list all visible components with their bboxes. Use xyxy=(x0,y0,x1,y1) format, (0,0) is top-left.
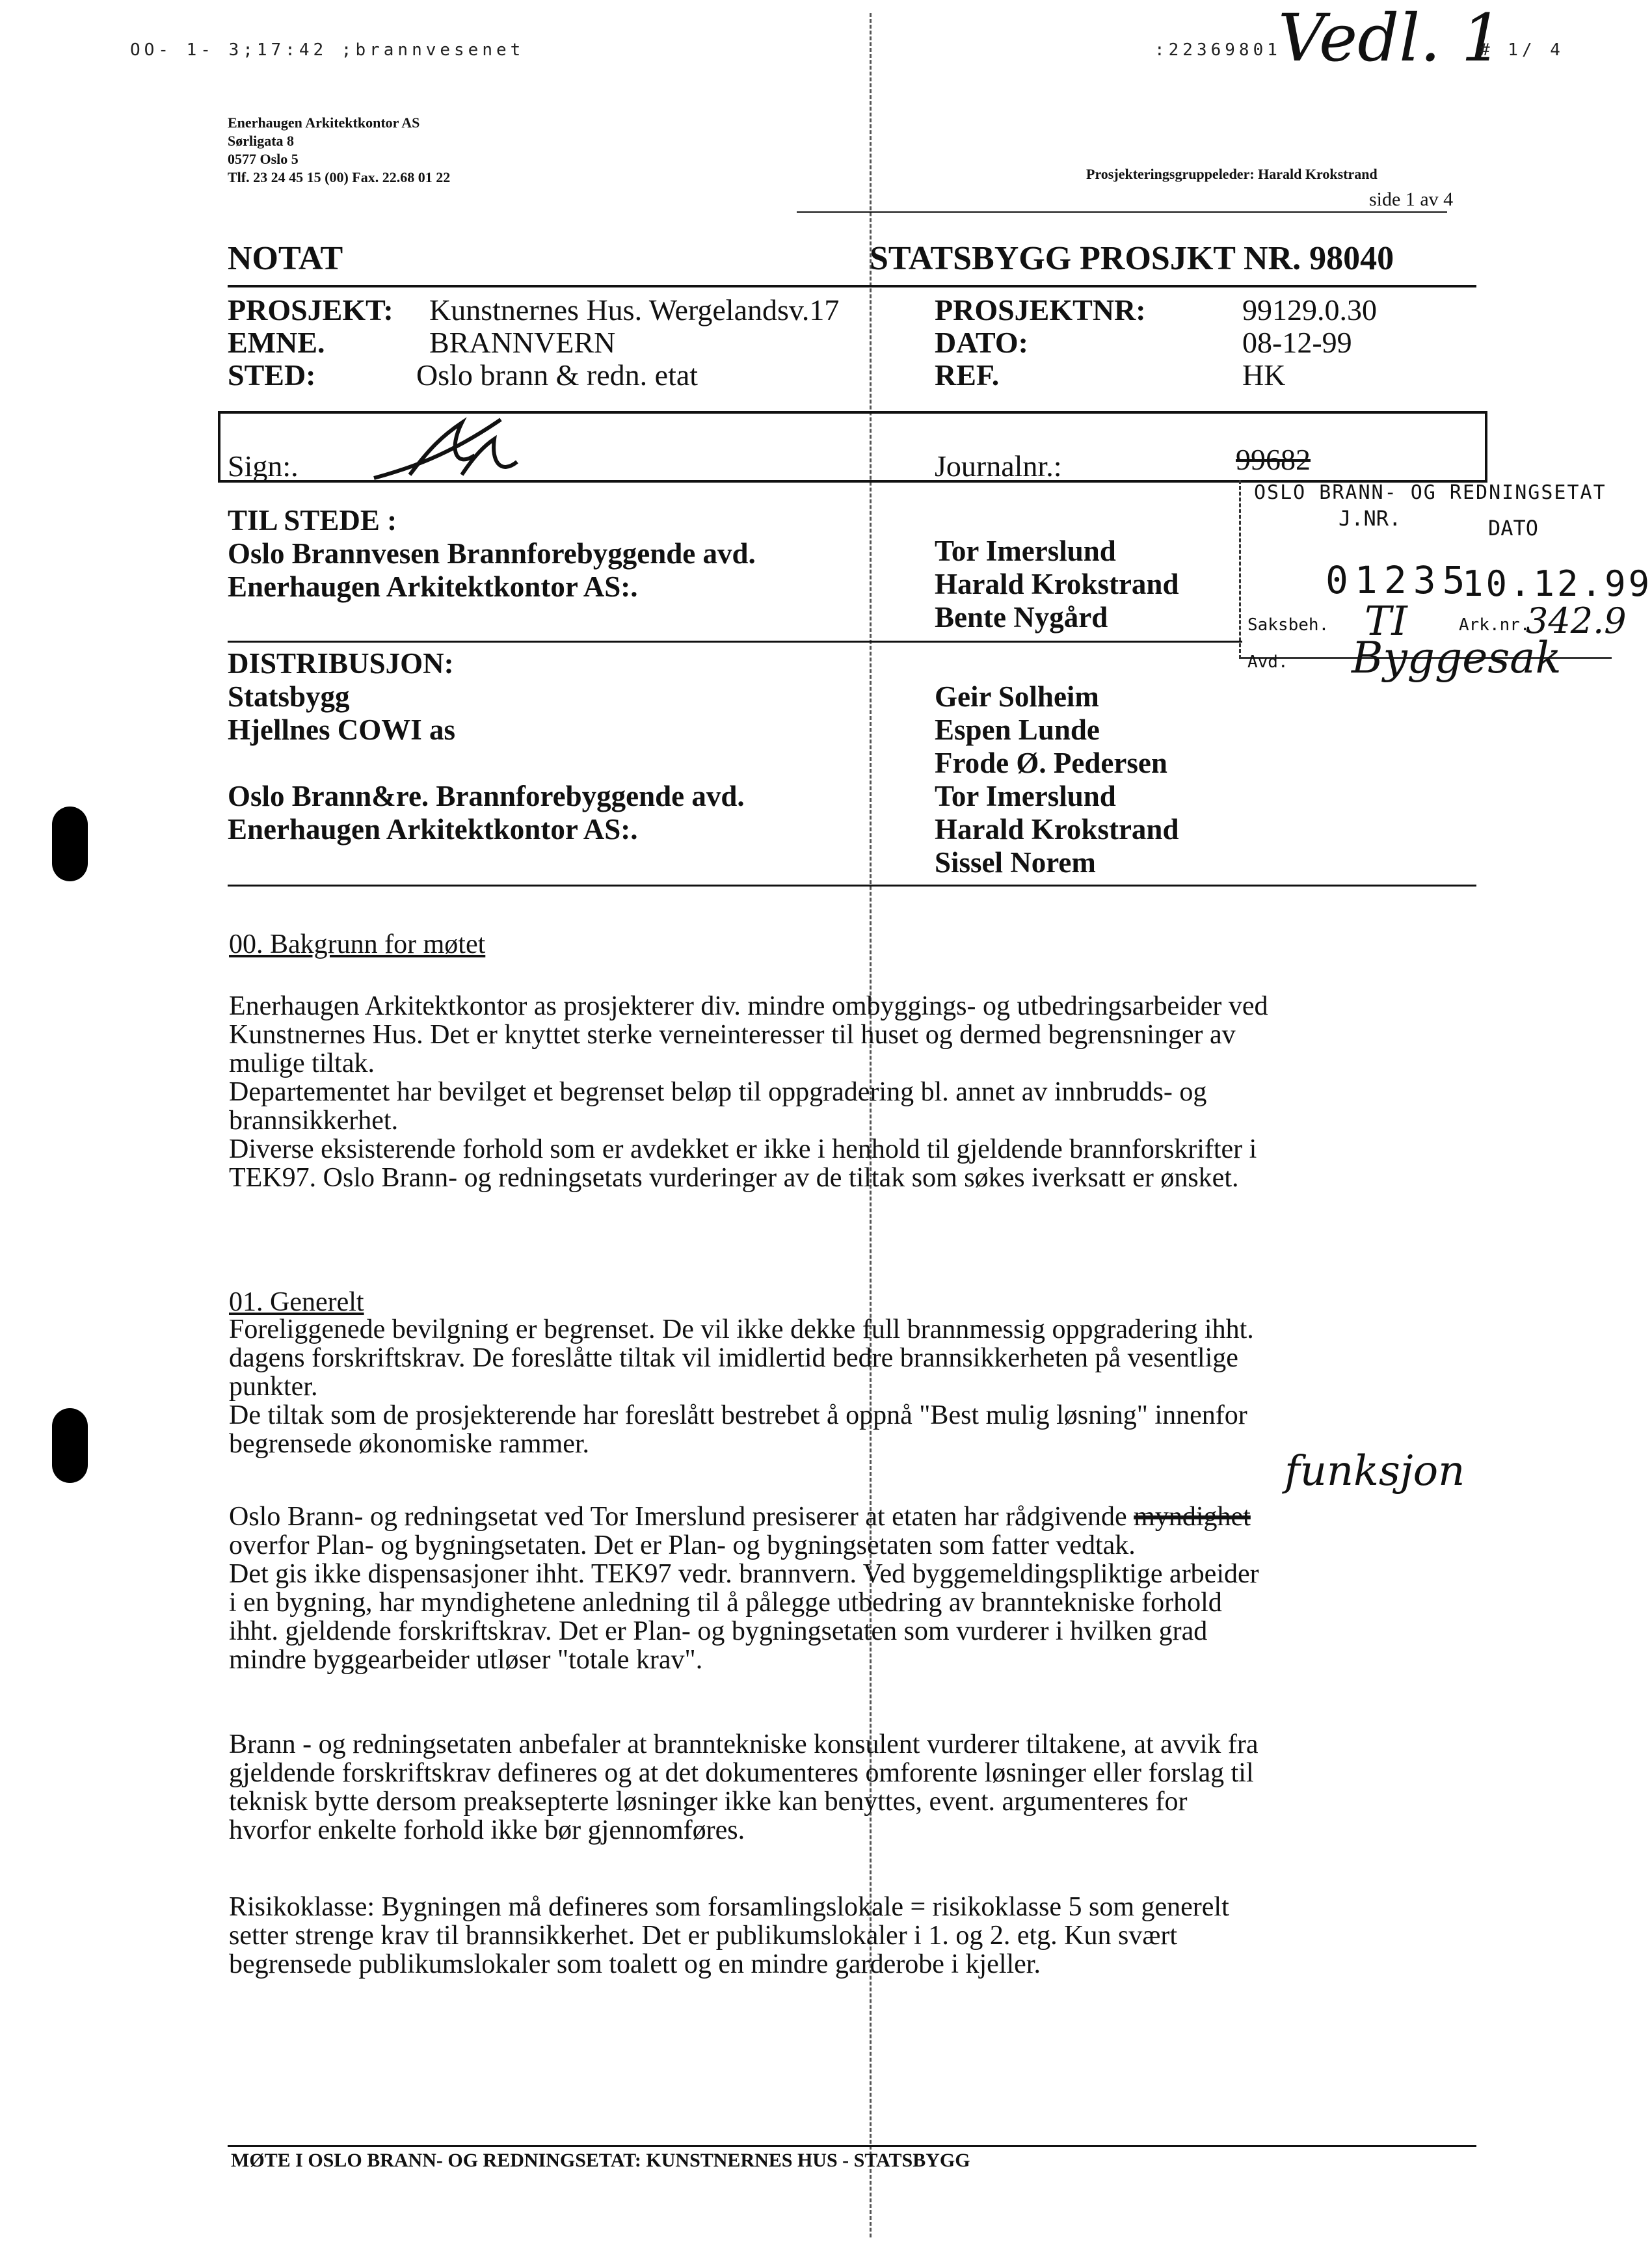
til-stede-org: Oslo Brannvesen Brannforebyggende avd. xyxy=(228,537,756,570)
spacer xyxy=(228,747,745,780)
section-01-body-a xyxy=(229,1315,1465,1458)
distribution-rule xyxy=(228,885,1476,887)
dato-label: DATO: xyxy=(935,326,1028,359)
company-phones: Tlf. 23 24 45 15 (00) Fax. 22.68 01 22 xyxy=(228,169,451,185)
list-item: Sissel Norem xyxy=(935,846,1096,879)
til-stede-title: TIL STEDE : xyxy=(228,504,397,537)
page-info-rule xyxy=(797,211,1447,213)
notat-heading: NOTAT xyxy=(228,240,343,277)
stamp-saksbeh-label: Saksbeh. xyxy=(1247,615,1329,635)
distribusjon-title: DISTRIBUSJON: xyxy=(228,647,454,680)
sted-value: Oslo brann & redn. etat xyxy=(416,358,699,392)
attendees-rule xyxy=(228,641,1242,643)
fax-page-marker: # 1/ 4 xyxy=(1480,40,1564,60)
company-name: Enerhaugen Arkitektkontor AS xyxy=(228,114,420,131)
dato-value: 08-12-99 xyxy=(1242,326,1352,359)
signature-icon xyxy=(371,410,520,488)
distribusjon-people xyxy=(935,680,1179,879)
prosjektnr-value: 99129.0.30 xyxy=(1242,293,1377,327)
paragraph: Departementet har bevilget et begrenset beløp til oppgradering bl. annet av innbrudds- og brannsikkerhet. xyxy=(229,1077,1207,1136)
paragraph: Det gis ikke dispensasjoner ihht. TEK97 vedr. brannvern. Ved byggemeldingspliktige arbeider i en bygning, har myndighetene anledning til å pålegge utbedring av branntekniske forhold ihht. gjeldende forskriftskrav. Det er Plan- og bygningsetaten som vurderer i hvilken grad mindre byggearbeider utløser "totale krav". xyxy=(229,1559,1259,1675)
stamp-org: OSLO BRANN- OG REDNINGSETAT xyxy=(1254,481,1606,504)
handwritten-correction: funksjon xyxy=(1285,1447,1465,1495)
prosjekt-value: Kunstnernes Hus. Wergelandsv.17 xyxy=(429,293,840,327)
stamp-saksbeh-value: TI xyxy=(1365,597,1407,645)
section-01-body-b xyxy=(229,1502,1465,1674)
stamp-jnr-value: 01235 xyxy=(1326,558,1472,602)
handwritten-attachment-note: Vedl. 1 xyxy=(1278,0,1503,76)
list-item: Geir Solheim xyxy=(935,680,1099,713)
section-00-title: 00. Bakgrunn for møtet xyxy=(229,929,486,959)
company-street: Sørligata 8 xyxy=(228,133,295,149)
page-info: side 1 av 4 xyxy=(1369,189,1454,210)
stamp-avd-value: Byggesak xyxy=(1352,633,1562,683)
distribusjon-org: Enerhaugen Arkitektkontor AS:. xyxy=(228,813,638,846)
list-item: Tor Imerslund xyxy=(935,780,1116,812)
fax-header-left: OO- 1- 3;17:42 ;brannvesenet xyxy=(130,40,525,60)
distribusjon-org: Statsbygg xyxy=(228,680,350,713)
paragraph-text: Oslo Brann- og redningsetat ved Tor Imerslund presiserer at etaten har rådgivende xyxy=(229,1502,1134,1532)
list-item: Bente Nygård xyxy=(935,601,1108,634)
distribusjon-section xyxy=(228,647,745,846)
list-item: Harald Krokstrand xyxy=(935,813,1179,846)
sign-label: Sign:. xyxy=(228,449,299,483)
stamp-ark-value: 342.9 xyxy=(1526,600,1627,641)
list-item: Espen Lunde xyxy=(935,714,1100,746)
section-01-title: 01. Generelt xyxy=(229,1287,364,1317)
punch-hole xyxy=(52,807,88,881)
list-item: Harald Krokstrand xyxy=(935,568,1179,600)
company-postal: 0577 Oslo 5 xyxy=(228,151,299,167)
footer-text: MØTE I OSLO BRANN- OG REDNINGSETAT: KUNSTNERNES HUS - STATSBYGG xyxy=(231,2150,970,2171)
list-item: Frode Ø. Pedersen xyxy=(935,747,1167,779)
fax-number: :22369801 xyxy=(1154,40,1281,60)
journal-value: 99682 xyxy=(1236,443,1311,476)
emne-value: BRANNVERN xyxy=(429,326,616,359)
paragraph: Diverse eksisterende forhold som er avdekket er ikke i henhold til gjeldende brannforskrifter i TEK97. Oslo Brann- og redningsetats vurderinger av de tiltak som søkes iverksatt er ønsket. xyxy=(229,1134,1257,1193)
distribusjon-org: Oslo Brann&re. Brannforebyggende avd. xyxy=(228,780,745,812)
sted-label: STED: xyxy=(228,358,316,392)
stamp-avd-label: Avd. xyxy=(1247,652,1288,672)
paragraph: Enerhaugen Arkitektkontor as prosjekterer div. mindre ombyggings- og utbedringsarbeider ved Kunstnernes Hus. Det er knyttet sterke verneinteresser til huset og dermed begrensninger av mulige tiltak. xyxy=(229,991,1268,1078)
til-stede-section xyxy=(228,504,756,604)
received-stamp xyxy=(1239,480,1652,683)
stamp-dato-label: DATO xyxy=(1488,516,1539,540)
footer-rule xyxy=(228,2145,1476,2147)
section-01-body-c xyxy=(229,1730,1465,1845)
statsbygg-heading: STATSBYGG PROSJKT NR. 98040 xyxy=(870,240,1394,277)
struck-word: myndighet xyxy=(1134,1502,1251,1532)
header-rule xyxy=(228,285,1476,287)
section-01-body-d xyxy=(229,1893,1465,1979)
letterhead xyxy=(228,114,450,187)
stamp-date-value: 10.12.99 xyxy=(1462,563,1652,604)
ref-label: REF. xyxy=(935,358,1000,392)
section-00-body xyxy=(229,992,1465,1192)
paragraph: Risikoklasse: Bygningen må defineres som forsamlingslokale = risikoklasse 5 som generelt setter strenge krav til brannsikkerhet. Det er publikumslokaler i 1. og 2. etg. Kun svært begrensede publikumslokaler som toalett og en mindre garderobe i kjeller. xyxy=(229,1892,1229,1979)
distribusjon-org: Hjellnes COWI as xyxy=(228,714,456,746)
paragraph: overfor Plan- og bygningsetaten. Det er Plan- og bygningsetaten som fatter vedtak. xyxy=(229,1530,1136,1560)
paragraph: Brann - og redningsetaten anbefaler at branntekniske konsulent vurderer tiltakene, at avvik fra gjeldende forskriftskrav defineres og at det dokumenteres omforente løsninger eller forslag til teknisk bytte dersom preaksepterte løsninger ikke kan benyttes, event. argumenteres for hvorfor enkelte forhold ikke bør gjennomføres. xyxy=(229,1729,1259,1845)
til-stede-people xyxy=(935,535,1179,634)
paragraph: De tiltak som de prosjekterende har foreslått bestrebet å oppnå "Best mulig løsning" innenfor begrensede økonomiske rammer. xyxy=(229,1400,1247,1459)
til-stede-org: Enerhaugen Arkitektkontor AS:. xyxy=(228,570,638,603)
punch-hole xyxy=(52,1408,88,1483)
ref-value: HK xyxy=(1242,358,1286,392)
paragraph: Foreliggenede bevilgning er begrenset. De vil ikke dekke full brannmessig oppgradering ihht. dagens forskriftskrav. De foreslåtte tiltak vil imidlertid bedre brannsikkerheten på vesentlige punkter. xyxy=(229,1314,1254,1402)
prosjektnr-label: PROSJEKTNR: xyxy=(935,293,1146,327)
journal-label: Journalnr.: xyxy=(935,449,1062,483)
emne-label: EMNE. xyxy=(228,326,325,359)
paragraph xyxy=(229,1502,1465,1531)
prosjekt-label: PROSJEKT: xyxy=(228,293,393,327)
group-leader: Prosjekteringsgruppeleder: Harald Krokstrand xyxy=(1086,166,1378,182)
stamp-jnr-label: J.NR. xyxy=(1339,506,1402,531)
list-item: Tor Imerslund xyxy=(935,535,1116,567)
stamp-ark-label: Ark.nr. xyxy=(1459,615,1530,635)
